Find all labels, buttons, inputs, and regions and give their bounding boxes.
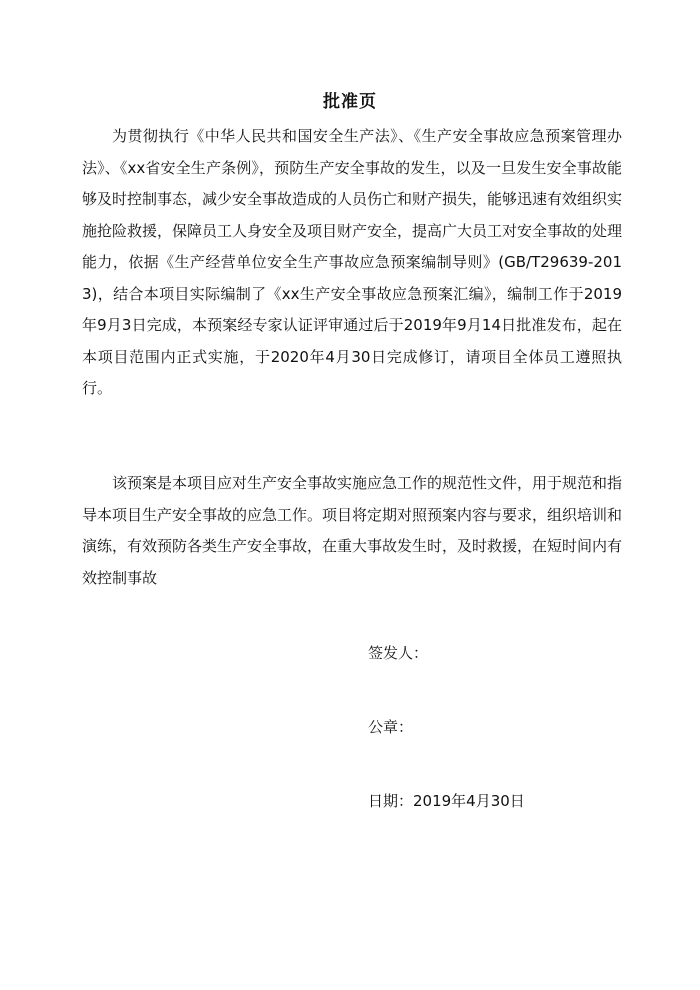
page-title: 批准页	[323, 92, 377, 112]
signer-label: 签发人：	[368, 644, 429, 662]
official-seal-label: 公章：	[368, 718, 414, 736]
body-paragraph-2: 该预案是本项目应对生产安全事故实施应急工作的规范性文件，用于规范和指导本项目生产安全事故的应急工作。项目将定期对照预案内容与要求，组织培训和演练，有效预防各类生产安全事故，在重大事故发生时，及时救援，在短时间内有效控制事故	[82, 474, 623, 587]
date-line: 日期：2019年4月30日	[368, 792, 525, 810]
body-paragraph-1: 为贯彻执行《中华人民共和国安全生产法》、《生产安全事故应急预案管理办法》、《xx省安全生产条例》，预防生产安全事故的发生，以及一旦发生安全事故能够及时控制事态，减少安全事故造成的人员伤亡和财产损失，能够迅速有效组织实施抢险救援，保障员工人身安全及项目财产安全，提高广大员工对安全事故的处理能力，依据《生产经营单位安全生产事故应急预案编制导则》(GB/T29639-2013)，结合本项目实际编制了《xx生产安全事故应急预案汇编》，编制工作于2019年9月3日完成，本预案经专家认证评审通过后于2019年9月14日批准发布，起在本项目范围内正式实施，于2020年4月30日完成修订，请项目全体员工遵照执行。	[82, 127, 623, 397]
